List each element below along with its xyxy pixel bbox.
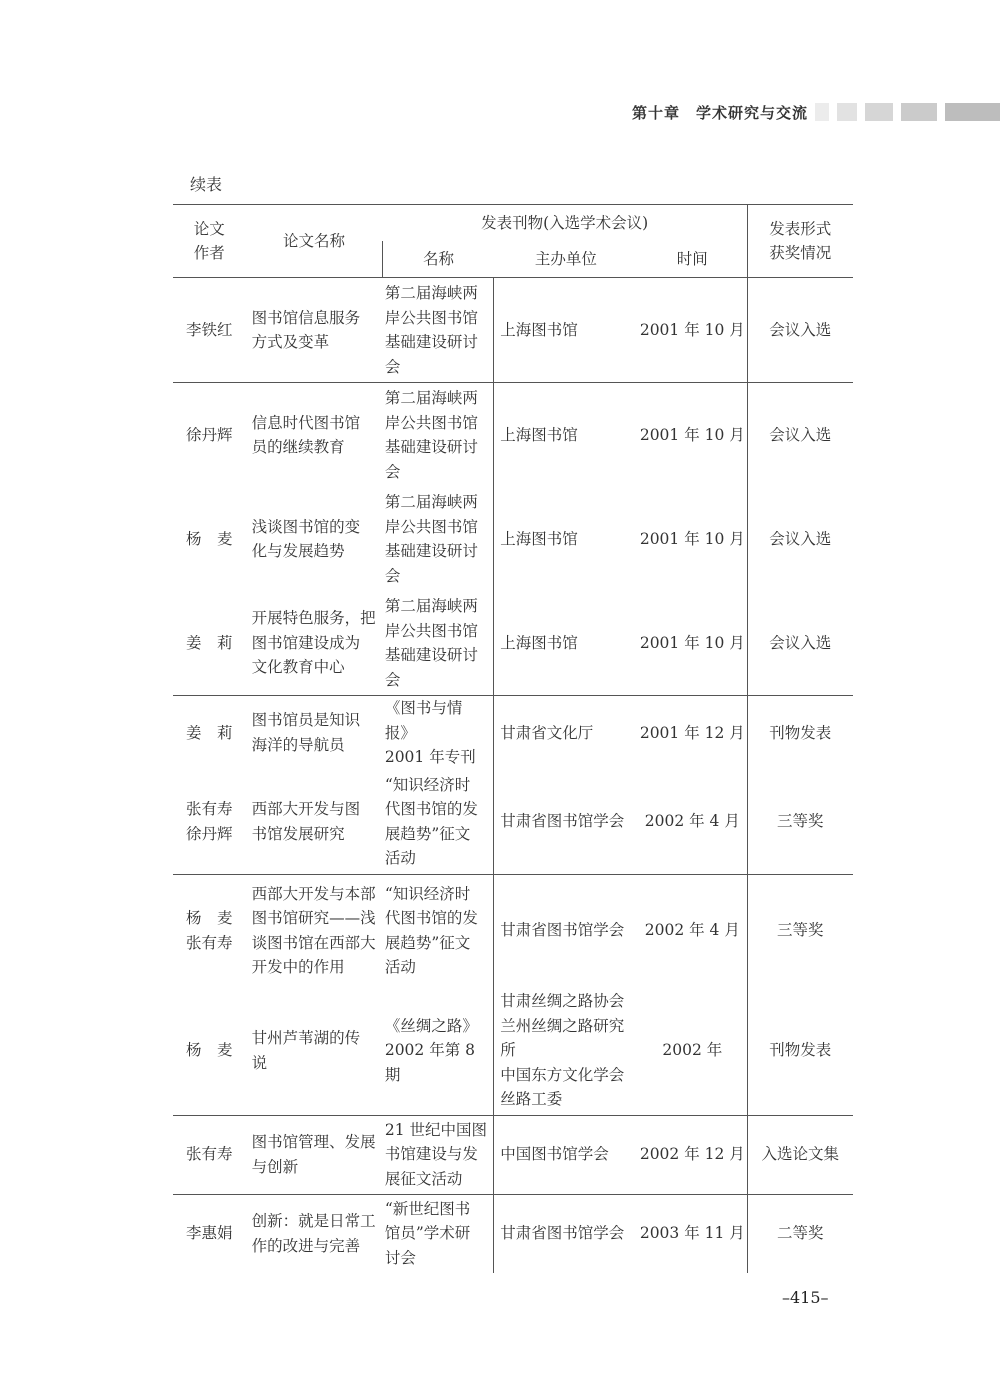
cell-publication: 第二届海峡两 岸公共图书馆 基础建设研讨 会 — [384, 284, 478, 376]
table-row — [173, 1194, 853, 1273]
cell-organizer: 上海图书馆 — [500, 320, 578, 339]
cell-title: 西部大开发与图 书馆发展研究 — [251, 800, 361, 843]
cell-time: 2001 年 10 月 — [639, 425, 745, 444]
cell-form: 刊物发表 — [769, 1041, 832, 1060]
cell-form: 刊物发表 — [769, 723, 832, 742]
cell-title: 图书馆管理、发展 与创新 — [251, 1133, 376, 1176]
header-pub-name: 名称 — [383, 241, 494, 278]
table-row — [173, 770, 853, 875]
header-title: 论文名称 — [246, 205, 383, 278]
cell-publication: “知识经济时 代图书馆的发 展趋势”征文 活动 — [384, 775, 478, 867]
cell-publication: 21 世纪中国图 书馆建设与发 展征文活动 — [384, 1120, 487, 1188]
table-row — [173, 1115, 853, 1194]
table-row — [173, 487, 853, 591]
cell-form: 会议入选 — [769, 320, 832, 339]
cell-title: 创新：就是日常工 作的改进与完善 — [251, 1212, 376, 1255]
chapter-title: 第十章 学术研究与交流 — [631, 104, 808, 122]
cell-author: 杨 麦 — [186, 1041, 233, 1060]
papers-table — [173, 204, 853, 1273]
table-row — [173, 696, 853, 770]
cell-organizer: 甘肃省图书馆学会 — [500, 812, 625, 831]
cell-time: 2002 年 12 月 — [639, 1145, 745, 1164]
cell-form: 入选论文集 — [761, 1145, 840, 1164]
cell-time: 2002 年 4 月 — [644, 812, 740, 831]
cell-time: 2003 年 11 月 — [639, 1224, 745, 1243]
cell-title: 甘州芦苇湖的传 说 — [251, 1029, 361, 1072]
cell-author: 杨 麦 张有寿 — [186, 909, 233, 952]
cell-organizer: 中国图书馆学会 — [500, 1145, 609, 1164]
cell-publication: 《丝绸之路》 2002 年第 8 期 — [384, 1016, 478, 1084]
header-author: 论文 作者 — [173, 205, 246, 278]
header-time: 时间 — [676, 249, 708, 268]
cell-organizer: 甘肃丝绸之路协会 兰州丝绸之路研究 所 中国东方文化学会 丝路工委 — [500, 992, 625, 1109]
cell-form: 三等奖 — [777, 921, 824, 940]
cell-title: 浅谈图书馆的变 化与发展趋势 — [251, 517, 361, 560]
cell-title: 图书馆信息服务 方式及变革 — [251, 308, 361, 351]
cell-author: 姜 莉 — [186, 633, 233, 652]
cell-organizer: 上海图书馆 — [500, 529, 578, 548]
cell-title: 信息时代图书馆 员的继续教育 — [251, 413, 361, 456]
header-publication-group: 发表刊物(入选学术会议) — [383, 205, 747, 242]
cell-form: 会议入选 — [769, 425, 832, 444]
cell-author: 张有寿 徐丹辉 — [186, 800, 233, 843]
cell-title: 西部大开发与本部 图书馆研究——浅 谈图书馆在西部大 开发中的作用 — [251, 884, 376, 976]
continued-table-label: 续表 — [190, 175, 223, 194]
cell-title: 图书馆员是知识 海洋的导航员 — [251, 711, 361, 754]
cell-author: 姜 莉 — [186, 723, 233, 742]
cell-time: 2001 年 12 月 — [639, 723, 745, 742]
cell-publication: “新世纪图书 馆员”学术研 讨会 — [384, 1199, 471, 1267]
cell-time: 2001 年 10 月 — [639, 320, 745, 339]
cell-time: 2002 年 — [662, 1041, 723, 1060]
cell-title: 开展特色服务，把 图书馆建设成为 文化教育中心 — [251, 609, 376, 677]
running-head — [0, 100, 1000, 126]
cell-organizer: 甘肃省文化厅 — [500, 723, 594, 742]
cell-publication: 第二届海峡两 岸公共图书馆 基础建设研讨 会 — [384, 493, 478, 585]
cell-organizer: 上海图书馆 — [500, 425, 578, 444]
cell-publication: 第二届海峡两 岸公共图书馆 基础建设研讨 会 — [384, 389, 478, 481]
cell-organizer: 甘肃省图书馆学会 — [500, 1224, 625, 1243]
cell-form: 二等奖 — [777, 1224, 824, 1243]
cell-publication: 第二届海峡两 岸公共图书馆 基础建设研讨 会 — [384, 597, 478, 689]
cell-author: 李惠娟 — [186, 1224, 233, 1243]
cell-organizer: 甘肃省图书馆学会 — [500, 921, 625, 940]
cell-author: 徐丹辉 — [186, 425, 233, 444]
table-row — [173, 278, 853, 383]
cell-organizer: 上海图书馆 — [500, 633, 578, 652]
cell-author: 杨 麦 — [186, 529, 233, 548]
table-row — [173, 383, 853, 488]
cell-publication: “知识经济时 代图书馆的发 展趋势”征文 活动 — [384, 884, 478, 976]
header-form: 发表形式 获奖情况 — [747, 205, 853, 278]
cell-form: 三等奖 — [777, 812, 824, 831]
cell-author: 张有寿 — [186, 1145, 233, 1164]
cell-time: 2001 年 10 月 — [639, 529, 745, 548]
page-number: –415– — [782, 1288, 829, 1307]
table-row — [173, 874, 853, 987]
table-row — [173, 987, 853, 1116]
cell-form: 会议入选 — [769, 633, 832, 652]
header-organizer: 主办单位 — [534, 249, 597, 268]
cell-publication: 《图书与情报》 2001 年专刊 — [384, 699, 476, 766]
table-row — [173, 591, 853, 696]
cell-form: 会议入选 — [769, 529, 832, 548]
cell-author: 李铁红 — [186, 320, 233, 339]
cell-time: 2002 年 4 月 — [644, 921, 740, 940]
cell-time: 2001 年 10 月 — [639, 633, 745, 652]
